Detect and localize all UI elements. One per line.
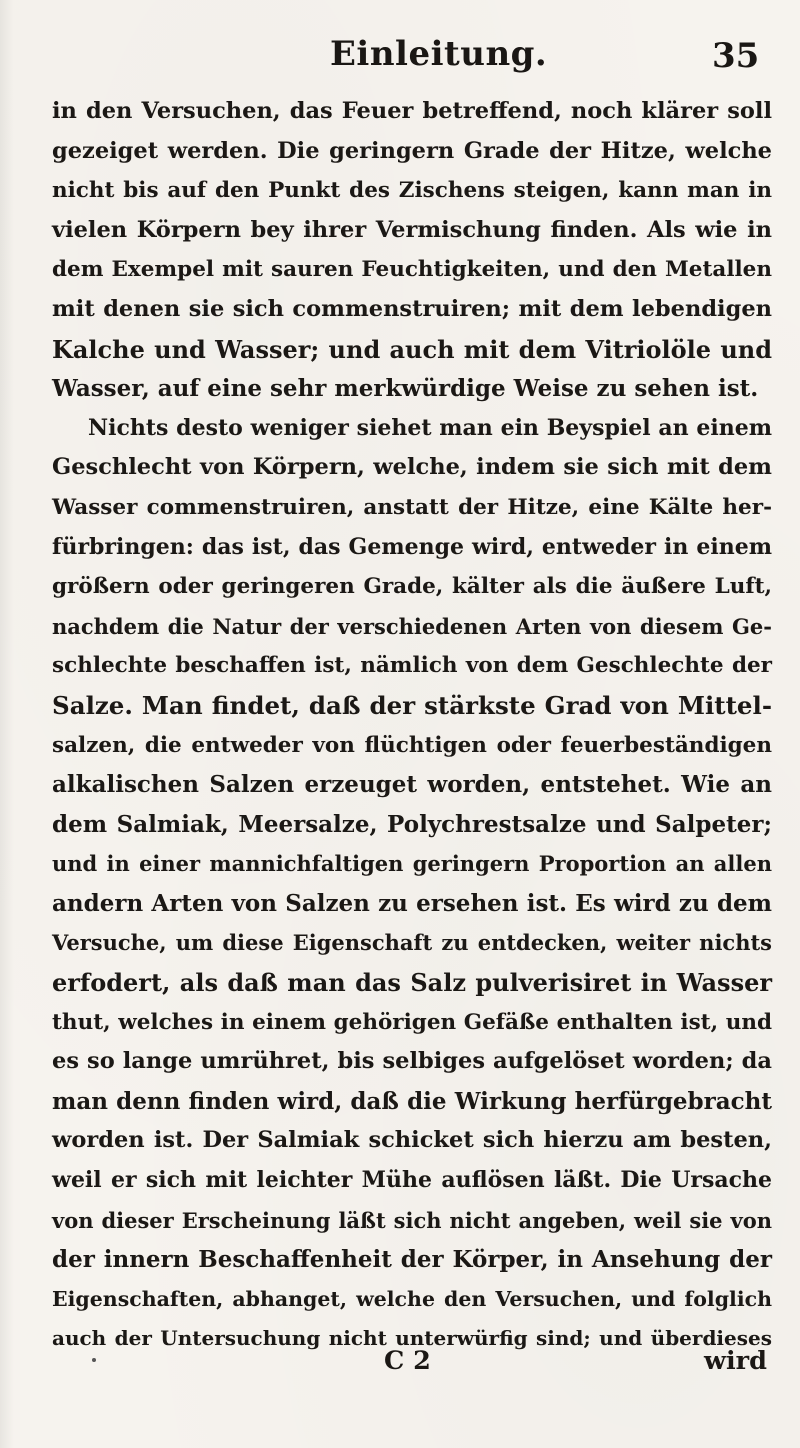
text-line: dem Salmiak, Meersalze, Polychrestsalze und Salpeter;: [52, 810, 772, 838]
text-line: vielen Körpern bey ihrer Vermischung finden. Als wie in: [52, 216, 772, 243]
signature-mark: C 2: [384, 1346, 431, 1376]
text-line: gezeiget werden. Die geringern Grade der Hitze, welche: [52, 137, 772, 164]
text-line: man denn finden wird, daß die Wirkung herfürgebracht: [52, 1087, 772, 1115]
page-header: [0, 18, 800, 78]
page-number: 35: [712, 36, 760, 76]
text-line: der innern Beschaffenheit der Körper, in Ansehung der: [52, 1246, 772, 1274]
ink-speck: [92, 1358, 96, 1362]
text-line: salzen, die entweder von flüchtigen oder feuerbeständigen: [52, 732, 772, 758]
text-line: erfodert, als daß man das Salz pulverisiret in Wasser: [52, 968, 772, 998]
text-line: größern oder geringeren Grade, kälter als die äußere Luft,: [52, 574, 772, 600]
text-line: worden ist. Der Salmiak schicket sich hierzu am besten,: [52, 1127, 772, 1154]
text-line: mit denen sie sich commenstruiren; mit dem lebendigen: [52, 295, 772, 322]
text-line: Eigenschaften, abhanget, welche den Versuchen, und folglich: [52, 1286, 772, 1311]
text-line: fürbringen: das ist, das Gemenge wird, entweder in einem: [52, 533, 772, 560]
page-footer: [0, 1346, 800, 1390]
text-line: in den Versuchen, das Feuer betreffend, noch klärer soll: [52, 98, 772, 124]
text-line: nicht bis auf den Punkt des Zischens steigen, kann man in: [52, 178, 772, 204]
text-line: von dieser Erscheinung läßt sich nicht angeben, weil sie von: [52, 1207, 772, 1233]
text-line: weil er sich mit leichter Mühe auflösen läßt. Die Ursache: [52, 1167, 772, 1194]
body-text: [52, 92, 772, 1359]
text-line: auch der Untersuchung nicht unterwürfig sind; und überdieses: [52, 1326, 772, 1351]
text-line: Wasser commenstruiren, anstatt der Hitze, eine Kälte her-: [52, 494, 772, 520]
text-line: und in einer mannichfaltigen geringern Proportion an allen: [52, 851, 772, 877]
page-gutter-shadow: [0, 0, 14, 1448]
text-line: alkalischen Salzen erzeuget worden, entstehet. Wie an: [52, 771, 772, 799]
running-head: Einleitung.: [330, 34, 548, 74]
text-line: thut, welches in einem gehörigen Gefäße enthalten ist, und: [52, 1009, 772, 1035]
text-line: schlechte beschaffen ist, nämlich von dem Geschlechte der: [52, 653, 772, 679]
text-line: nachdem die Natur der verschiedenen Arten von diesem Ge-: [52, 613, 772, 639]
text-line: Versuche, um diese Eigenschaft zu entdecken, weiter nichts: [52, 930, 772, 956]
text-line: Salze. Man findet, daß der stärkste Grad von Mittel-: [52, 690, 772, 720]
text-line: Geschlecht von Körpern, welche, indem sie sich mit dem: [52, 454, 772, 481]
text-line: Wasser, auf eine sehr merkwürdige Weise zu sehen ist.: [52, 375, 759, 403]
text-line: andern Arten von Salzen zu ersehen ist. Es wird zu dem: [52, 889, 772, 917]
catchword: wird: [704, 1346, 767, 1376]
text-line: es so lange umrühret, bis selbiges aufgelöset worden; da: [52, 1048, 772, 1075]
text-line: dem Exempel mit sauren Feuchtigkeiten, und den Metallen: [52, 257, 772, 283]
text-line-paragraph-start: Nichts desto weniger siehet man ein Beyspiel an einem: [88, 414, 772, 441]
text-line: Kalche und Wasser; und auch mit dem Vitriolöle und: [52, 334, 772, 364]
